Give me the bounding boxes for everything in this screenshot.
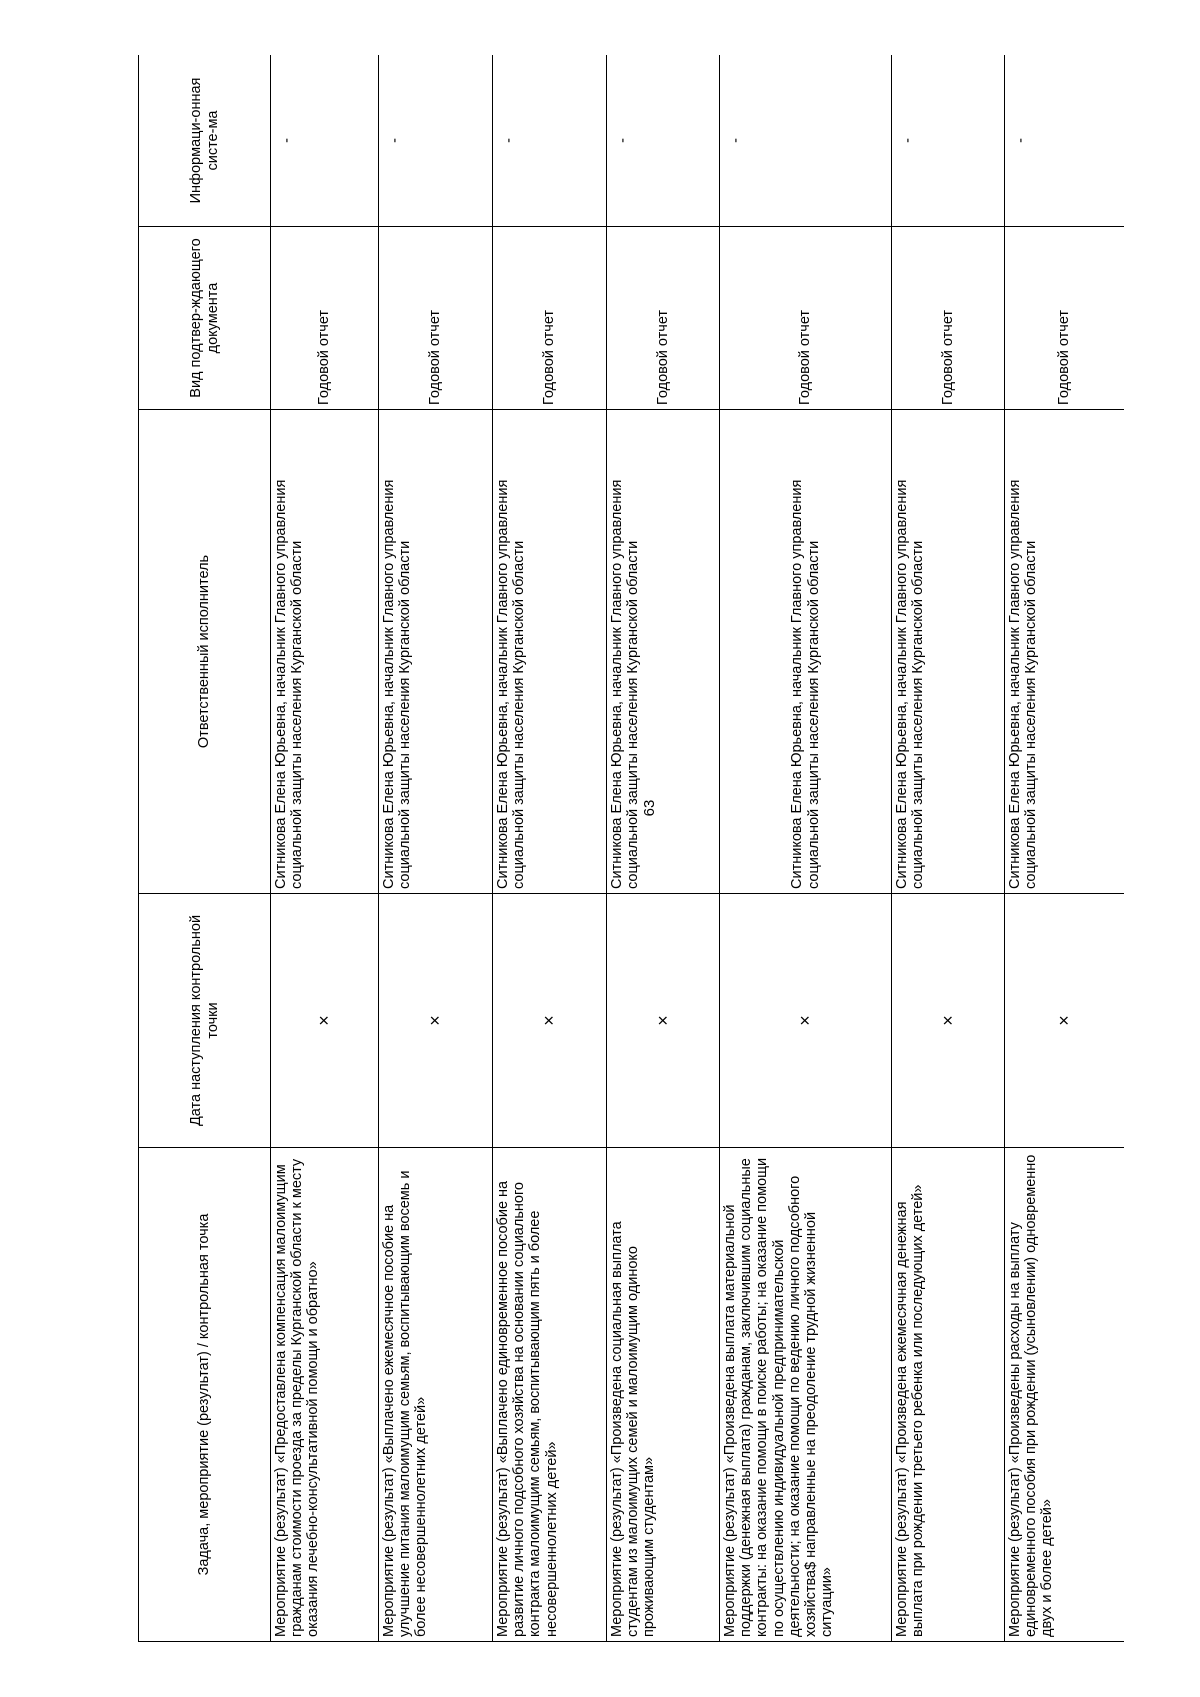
- rotated-table-layer: [138, 55, 1124, 1642]
- cell-info-system: -: [892, 55, 1005, 227]
- cell-info-system: -: [720, 55, 892, 227]
- cell-date: ×: [892, 894, 1005, 1148]
- cell-task: Мероприятие (результат) «Произведена ежемесячная денежная выплата при рождении третьего ребенка или последующих детей»: [892, 1148, 1005, 1642]
- header-info-system: Информаци-онная систе-ма: [139, 55, 271, 227]
- cell-date: ×: [1005, 894, 1125, 1148]
- cell-date: ×: [720, 894, 892, 1148]
- table-row: [607, 55, 720, 1642]
- cell-date: ×: [493, 894, 607, 1148]
- cell-date: ×: [379, 894, 493, 1148]
- cell-task: Мероприятие (результат) «Выплачено единовременное пособие на развитие личного подсобного хозяйства на основании социального контракта малоимущим семьям, воспитывающим пять и более несовершеннолетних детей»: [493, 1148, 607, 1642]
- cell-doc-type: Годовой отчет: [271, 227, 379, 410]
- cell-task: Мероприятие (результат) «Произведена социальная выплата студентам из малоимущих семей и малоимущим одиноко проживающим студентам»: [607, 1148, 720, 1642]
- header-date: Дата наступления контрольной точки: [139, 894, 271, 1148]
- cell-responsible: Ситникова Елена Юрьевна, начальник Главного управления социальной защиты населения Курганской области: [379, 410, 493, 894]
- header-task: Задача, мероприятие (результат) / контрольная точка: [139, 1148, 271, 1642]
- table-row: [892, 55, 1005, 1642]
- cell-task: Мероприятие (результат) «Произведены расходы на выплату единовременного пособия при рождении (усыновлении) одновременно двух и более детей»: [1005, 1148, 1125, 1642]
- table-header-row: [139, 55, 271, 1642]
- table-row: [379, 55, 493, 1642]
- cell-doc-type: Годовой отчет: [720, 227, 892, 410]
- cell-responsible: Ситникова Елена Юрьевна, начальник Главного управления социальной защиты населения Курганской области: [892, 410, 1005, 894]
- cell-doc-type: Годовой отчет: [493, 227, 607, 410]
- table-row: [271, 55, 379, 1642]
- cell-doc-type: Годовой отчет: [607, 227, 720, 410]
- table-row: [1005, 55, 1125, 1642]
- header-doc-type: Вид подтвер-ждающего документа: [139, 227, 271, 410]
- cell-responsible: Ситникова Елена Юрьевна, начальник Главного управления социальной защиты населения Курганской области: [1005, 410, 1125, 894]
- cell-doc-type: Годовой отчет: [379, 227, 493, 410]
- cell-info-system: -: [493, 55, 607, 227]
- cell-responsible: Ситникова Елена Юрьевна, начальник Главного управления социальной защиты населения Курганской области: [271, 410, 379, 894]
- cell-task: Мероприятие (результат) «Предоставлена компенсация малоимущим гражданам стоимости проезда за пределы Курганской области к месту оказания лечебно-консультативной помощи и обратно»: [271, 1148, 379, 1642]
- cell-info-system: -: [271, 55, 379, 227]
- cell-task: Мероприятие (результат) «Произведена выплата материальной поддержки (денежная выплата) гражданам, заключившим социальные контракты: на оказание помощи в поиске работы; на оказание помощи по осуществлению индивидуальной предпринимательской деятельности; на оказание помощи по ведению личного подсобного хозяйства$ направленные на преодоление трудной жизненной ситуации»: [720, 1148, 892, 1642]
- table-container: [138, 55, 1124, 1642]
- cell-doc-type: Годовой отчет: [892, 227, 1005, 410]
- page-number: 63: [641, 799, 658, 817]
- cell-doc-type: Годовой отчет: [1005, 227, 1125, 410]
- cell-info-system: -: [379, 55, 493, 227]
- cell-task: Мероприятие (результат) «Выплачено ежемесячное пособие на улучшение питания малоимущим семьям, воспитывающим восемь и более несовершеннолетних детей»: [379, 1148, 493, 1642]
- cell-date: ×: [271, 894, 379, 1148]
- table-row: [720, 55, 892, 1642]
- table-row: [493, 55, 607, 1642]
- cell-responsible: Ситникова Елена Юрьевна, начальник Главного управления социальной защиты населения Курганской области: [607, 410, 720, 894]
- cell-responsible: Ситникова Елена Юрьевна, начальник Главного управления социальной защиты населения Курганской области: [720, 410, 892, 894]
- cell-info-system: -: [607, 55, 720, 227]
- control-points-table: [138, 55, 1124, 1642]
- header-responsible: Ответственный исполнитель: [139, 410, 271, 894]
- cell-responsible: Ситникова Елена Юрьевна, начальник Главного управления социальной защиты населения Курганской области: [493, 410, 607, 894]
- cell-info-system: -: [1005, 55, 1125, 227]
- cell-date: ×: [607, 894, 720, 1148]
